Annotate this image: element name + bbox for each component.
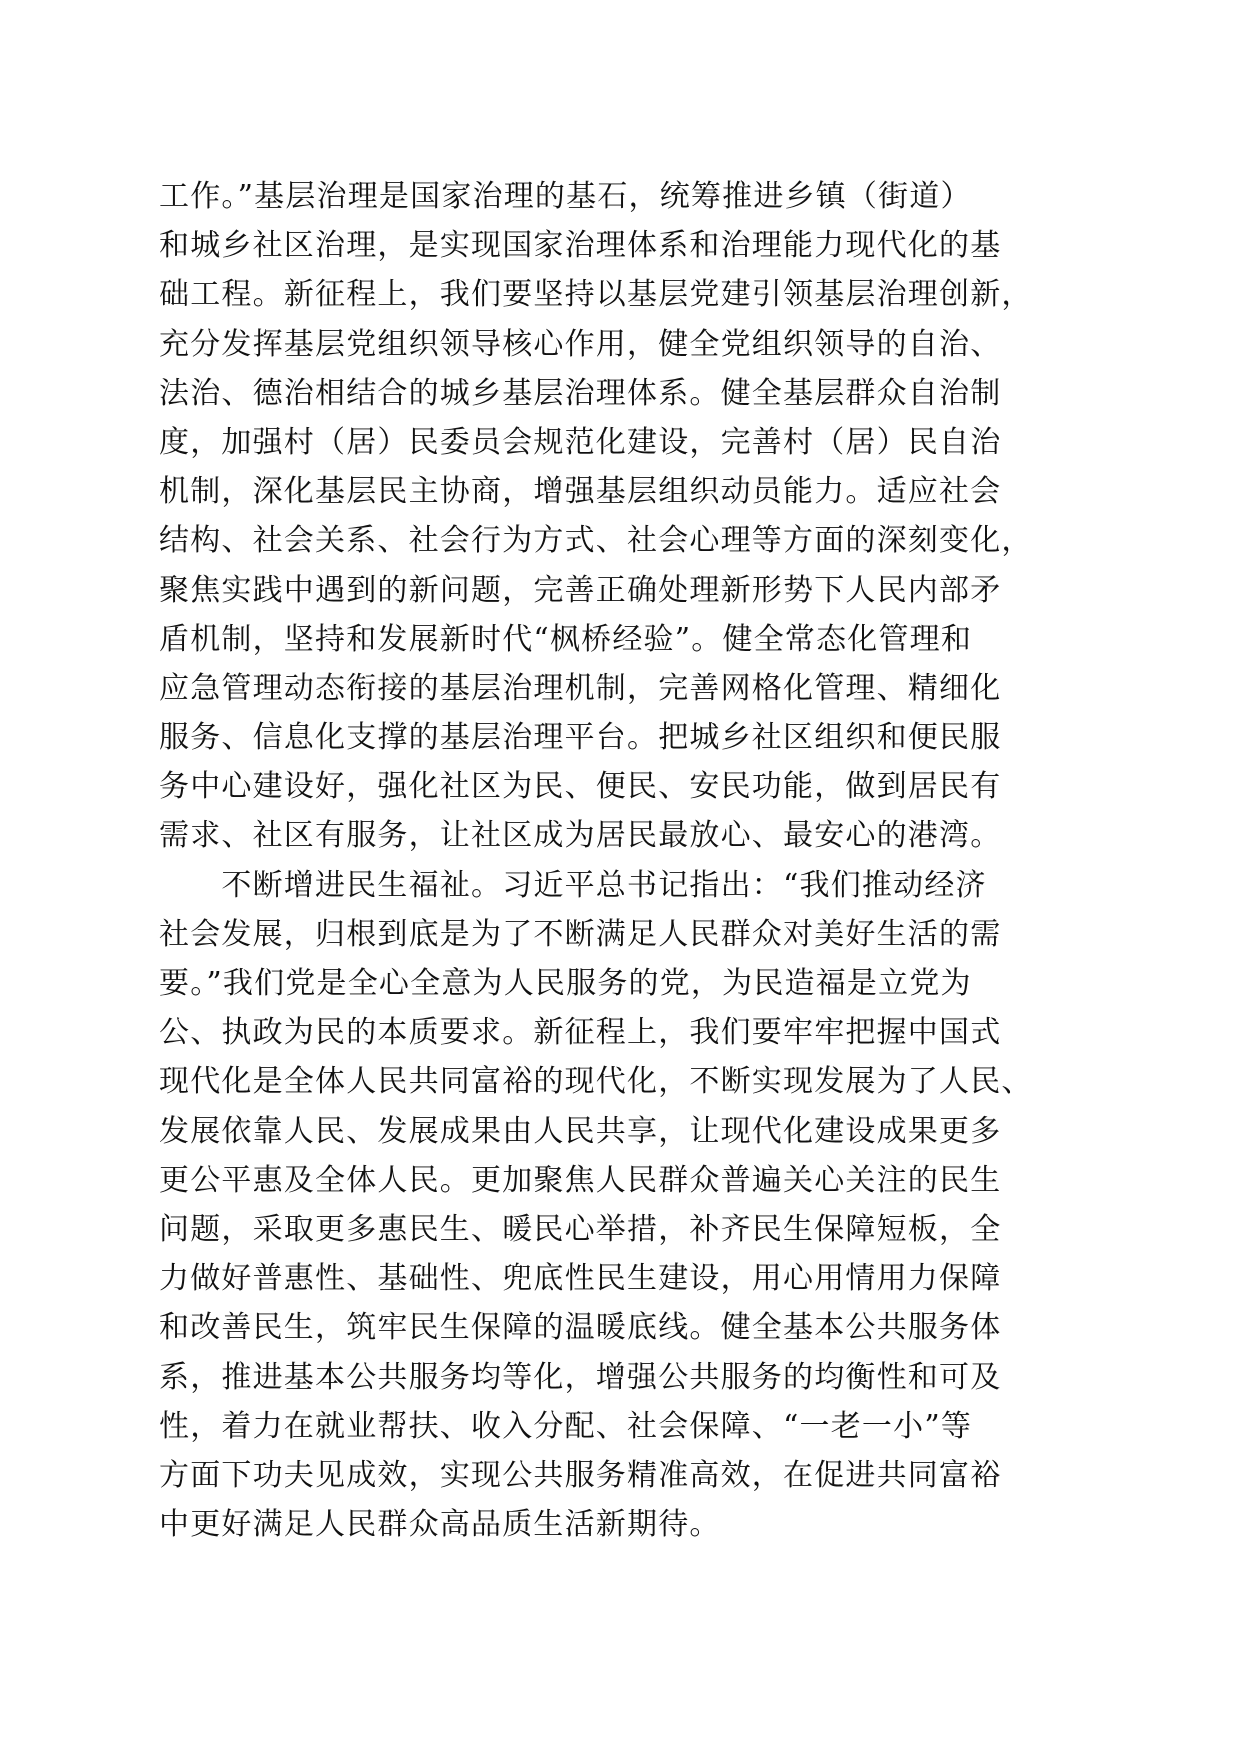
text-line: 法治、德治相结合的城乡基层治理体系。健全基层群众自治制 — [159, 375, 1002, 411]
body-text — [159, 172, 1099, 1549]
text-line: 和城乡社区治理，是实现国家治理体系和治理能力现代化的基 — [159, 228, 1002, 264]
text-line: 充分发挥基层党组织领导核心作用，健全党组织领导的自治、 — [159, 326, 1002, 362]
text-line: 发展依靠人民、发展成果由人民共享，让现代化建设成果更多 — [159, 1113, 1002, 1149]
text-line: 础工程。新征程上，我们要坚持以基层党建引领基层治理创新， — [159, 277, 1033, 313]
text-line: 系，推进基本公共服务均等化，增强公共服务的均衡性和可及 — [159, 1359, 1002, 1395]
text-line: 公、执政为民的本质要求。新征程上，我们要牢牢把握中国式 — [159, 1015, 1002, 1051]
text-line: 力做好普惠性、基础性、兜底性民生建设，用心用情用力保障 — [159, 1261, 1002, 1297]
text-line: 问题，采取更多惠民生、暖民心举措，补齐民生保障短板，全 — [159, 1211, 1002, 1247]
text-line: 聚焦实践中遇到的新问题，完善正确处理新形势下人民内部矛 — [159, 572, 1002, 608]
text-line: 性，着力在就业帮扶、收入分配、社会保障、“一老一小”等 — [159, 1408, 973, 1444]
text-line: 更公平惠及全体人民。更加聚焦人民群众普遍关心关注的民生 — [159, 1162, 1002, 1198]
text-line: 服务、信息化支撑的基层治理平台。把城乡社区组织和便民服 — [159, 720, 1002, 756]
text-line: 需求、社区有服务，让社区成为居民最放心、最安心的港湾。 — [159, 818, 1002, 854]
text-line: 机制，深化基层民主协商，增强基层组织动员能力。适应社会 — [159, 474, 1002, 510]
text-line: 方面下功夫见成效，实现公共服务精准高效，在促进共同富裕 — [159, 1457, 1002, 1493]
text-line: 要。”我们党是全心全意为人民服务的党，为民造福是立党为 — [159, 966, 972, 1001]
text-line: 和改善民生，筑牢民生保障的温暖底线。健全基本公共服务体 — [159, 1310, 1002, 1346]
text-line: 度，加强村（居）民委员会规范化建设，完善村（居）民自治 — [159, 424, 1002, 460]
text-line: 社会发展，归根到底是为了不断满足人民群众对美好生活的需 — [159, 916, 1002, 952]
text-line: 现代化是全体人民共同富裕的现代化，不断实现发展为了人民、 — [159, 1064, 1033, 1100]
text-line: 务中心建设好，强化社区为民、便民、安民功能，做到居民有 — [159, 769, 1002, 805]
text-line: 应急管理动态衔接的基层治理机制，完善网格化管理、精细化 — [159, 670, 1002, 706]
text-line: 结构、社会关系、社会行为方式、社会心理等方面的深刻变化， — [159, 523, 1033, 559]
text-line: 中更好满足人民群众高品质生活新期待。 — [159, 1507, 721, 1543]
paragraph-start-line: 不断增进民生福祉。习近平总书记指出：“我们推动经济 — [159, 867, 987, 903]
text-line: 工作。”基层治理是国家治理的基石，统筹推进乡镇（街道） — [159, 179, 972, 214]
text-line: 盾机制，坚持和发展新时代“枫桥经验”。健全常态化管理和 — [159, 621, 973, 657]
